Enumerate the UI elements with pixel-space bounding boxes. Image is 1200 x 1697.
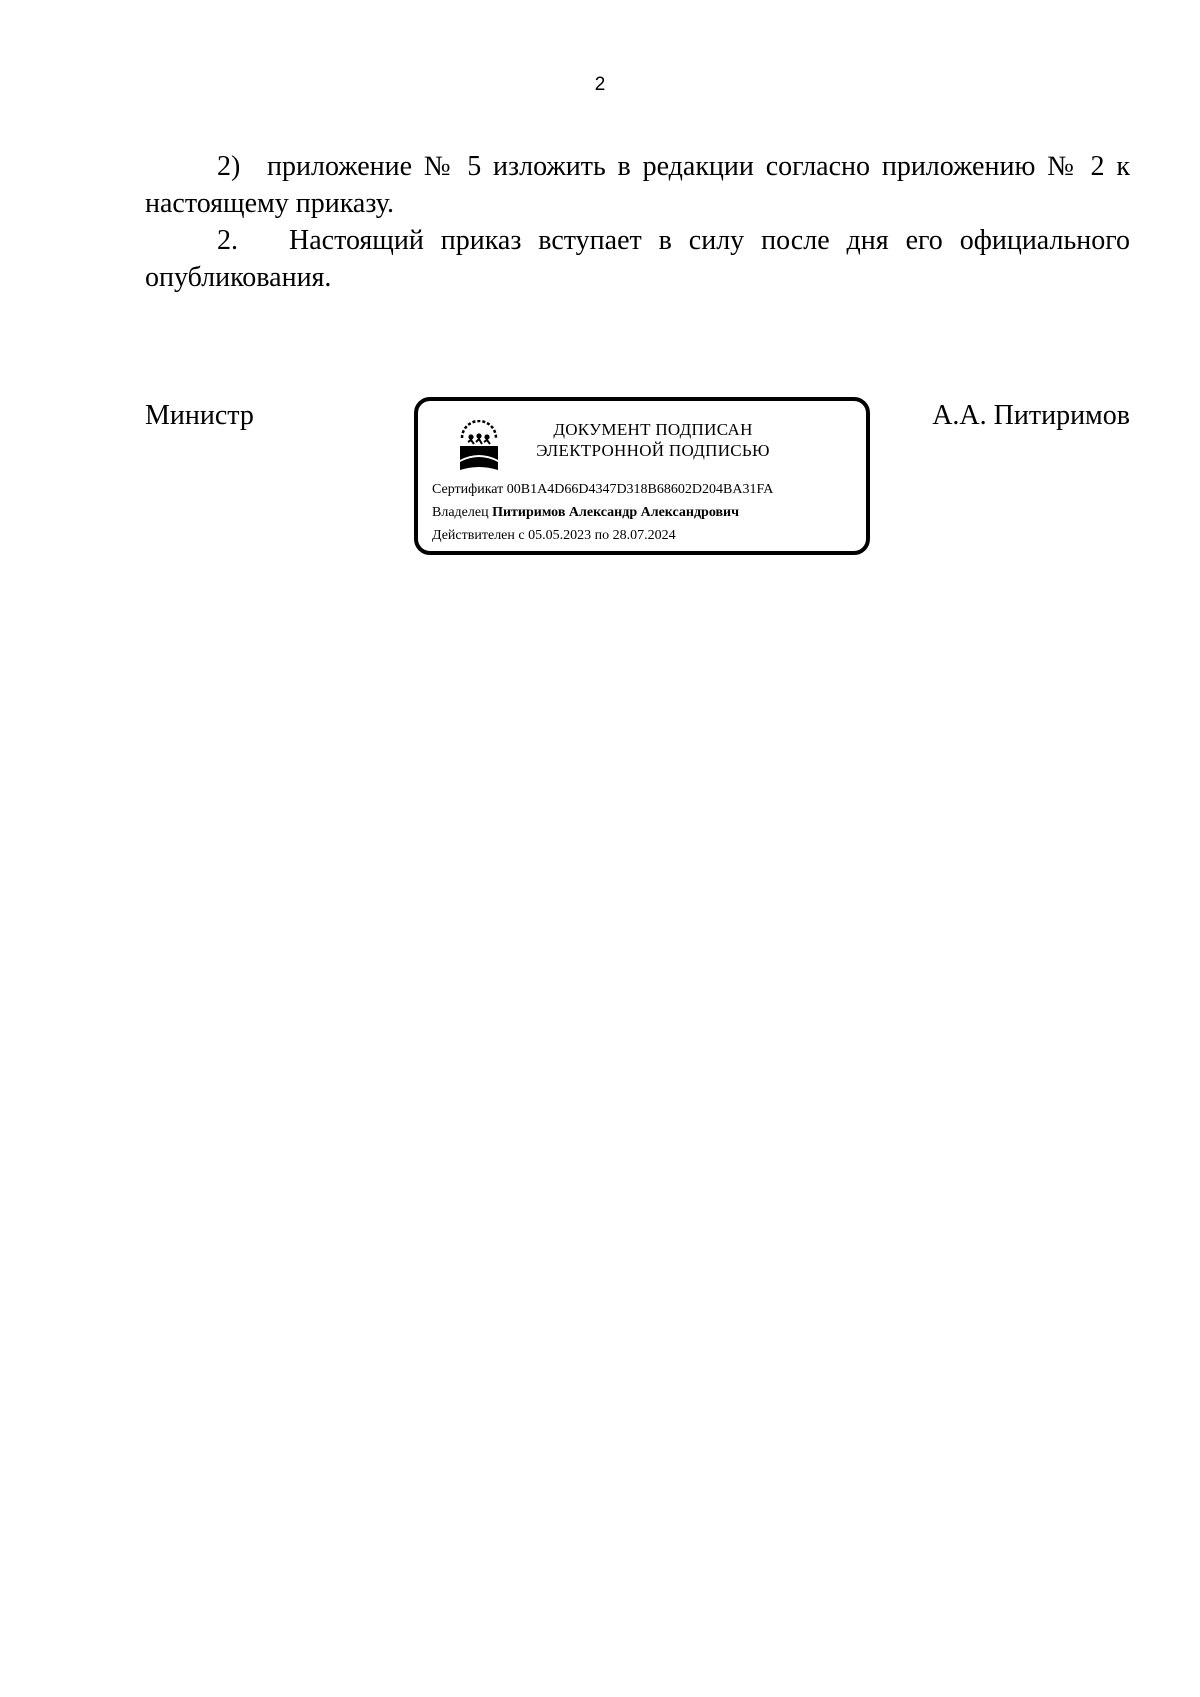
paragraph-item-effective — [145, 222, 1130, 296]
certificate-row — [432, 478, 773, 501]
paragraph-marker: 2) — [217, 151, 241, 182]
stamp-title-line: ЭЛЕКТРОННОЙ ПОДПИСЬЮ — [536, 441, 770, 460]
stamp-title-line: ДОКУМЕНТ ПОДПИСАН — [553, 420, 753, 439]
valid-label: Действителен с — [432, 528, 525, 543]
document-body — [145, 148, 1130, 296]
owner-value: Питиримов Александр Александрович — [492, 505, 739, 520]
paragraph-item-2 — [145, 148, 1130, 222]
validity-row — [432, 524, 773, 547]
signer-name: А.А. Питиримов — [932, 400, 1130, 431]
certificate-label: Сертификат — [432, 482, 504, 497]
coat-of-arms-icon — [456, 420, 502, 472]
certificate-value: 00B1A4D66D4347D318B68602D204BA31FA — [506, 482, 774, 497]
stamp-title — [518, 419, 788, 461]
signer-role: Министр — [145, 400, 254, 431]
valid-from: 05.05.2023 — [528, 528, 592, 543]
owner-label: Владелец — [432, 505, 489, 520]
paragraph-marker: 2. — [217, 225, 238, 256]
electronic-signature-stamp — [414, 397, 870, 555]
paragraph-text: Настоящий приказ вступает в силу после дня его официального опубликования. — [145, 225, 1130, 293]
stamp-details — [432, 478, 773, 547]
owner-row — [432, 501, 773, 524]
page-number: 2 — [594, 74, 606, 95]
valid-to-label: по — [594, 528, 610, 543]
valid-to: 28.07.2024 — [612, 528, 676, 543]
paragraph-text: приложение № 5 изложить в редакции согласно приложению № 2 к настоящему приказу. — [145, 151, 1130, 219]
